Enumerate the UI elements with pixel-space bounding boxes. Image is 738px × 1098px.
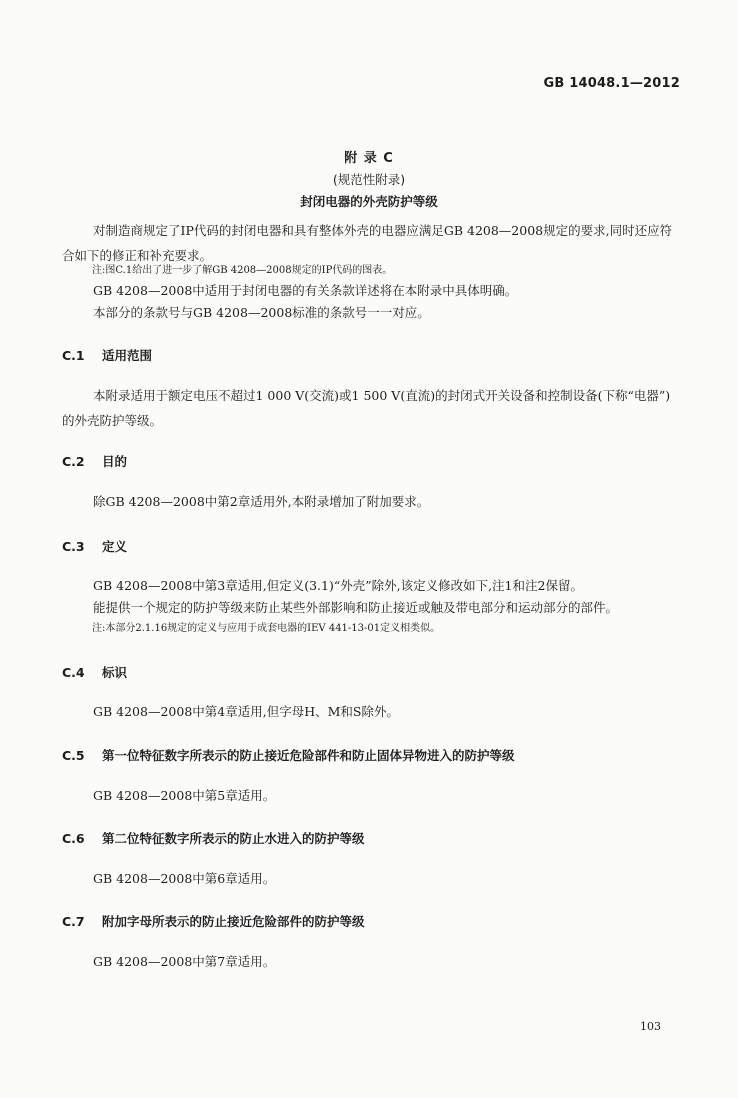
section-heading-c2 (62, 452, 127, 470)
section-number: C.2 (62, 454, 85, 469)
section-text-c7: GB 4208—2008中第7章适用。 (93, 954, 276, 969)
section-number: C.5 (62, 748, 85, 763)
section-text-c5: GB 4208—2008中第5章适用。 (93, 788, 276, 803)
section-title: 第一位特征数字所表示的防止接近危险部件和防止固体异物进入的防护等级 (102, 748, 515, 763)
page-number: 103 (640, 1020, 661, 1033)
section-text-c1: 本附录适用于额定电压不超过1 000 V(交流)或1 500 V(直流)的封闭式开关设备和控制设备(下称“电器”)的外壳防护等级。 (62, 388, 671, 428)
intro-note: 注:图C.1给出了进一步了解GB 4208—2008规定的IP代码的图表。 (92, 265, 393, 276)
annex-type: (规范性附录) (332, 172, 406, 187)
section-title: 第二位特征数字所表示的防止水进入的防护等级 (102, 831, 365, 846)
section-heading-c1 (62, 346, 152, 364)
annex-title: 附 录 C (344, 151, 394, 166)
intro-paragraph-2: GB 4208—2008中适用于封闭电器的有关条款详述将在本附录中具体明确。 (93, 283, 518, 298)
intro-paragraph-1: 对制造商规定了IP代码的封闭电器和具有整体外壳的电器应满足GB 4208—2008规定的要求,同时还应符合如下的修正和补充要求。 (62, 223, 673, 263)
section-title: 适用范围 (102, 348, 153, 363)
section-text-c6: GB 4208—2008中第6章适用。 (93, 871, 276, 886)
annex-name: 封闭电器的外壳防护等级 (300, 194, 438, 209)
section-text-c3-definition: 能提供一个规定的防护等级来防止某些外部影响和防止接近或触及带电部分和运动部分的部件。 (93, 600, 619, 615)
section-heading-c7 (62, 912, 365, 930)
section-title: 标识 (102, 665, 128, 680)
section-heading-c5 (62, 746, 515, 764)
section-text-c3: GB 4208—2008中第3章适用,但定义(3.1)“外壳”除外,该定义修改如下,注1和注2保留。 (93, 578, 583, 593)
section-number: C.3 (62, 539, 85, 554)
section-number: C.6 (62, 831, 85, 846)
intro-paragraph-3: 本部分的条款号与GB 4208—2008标准的条款号一一对应。 (93, 305, 430, 320)
section-title: 目的 (102, 454, 128, 469)
standard-code: GB 14048.1—2012 (543, 76, 680, 91)
section-heading-c4 (62, 663, 127, 681)
section-heading-c3 (62, 537, 127, 555)
section-title: 定义 (102, 539, 128, 554)
section-number: C.7 (62, 914, 85, 929)
section-text-c2: 除GB 4208—2008中第2章适用外,本附录增加了附加要求。 (93, 494, 430, 509)
section-note-c3: 注:本部分2.1.16规定的定义与应用于成套电器的IEV 441-13-01定义相类似。 (92, 623, 441, 634)
section-title: 附加字母所表示的防止接近危险部件的防护等级 (102, 914, 365, 929)
section-heading-c6 (62, 829, 365, 847)
section-number: C.1 (62, 348, 85, 363)
section-text-c4: GB 4208—2008中第4章适用,但字母H、M和S除外。 (93, 704, 399, 719)
section-number: C.4 (62, 665, 85, 680)
